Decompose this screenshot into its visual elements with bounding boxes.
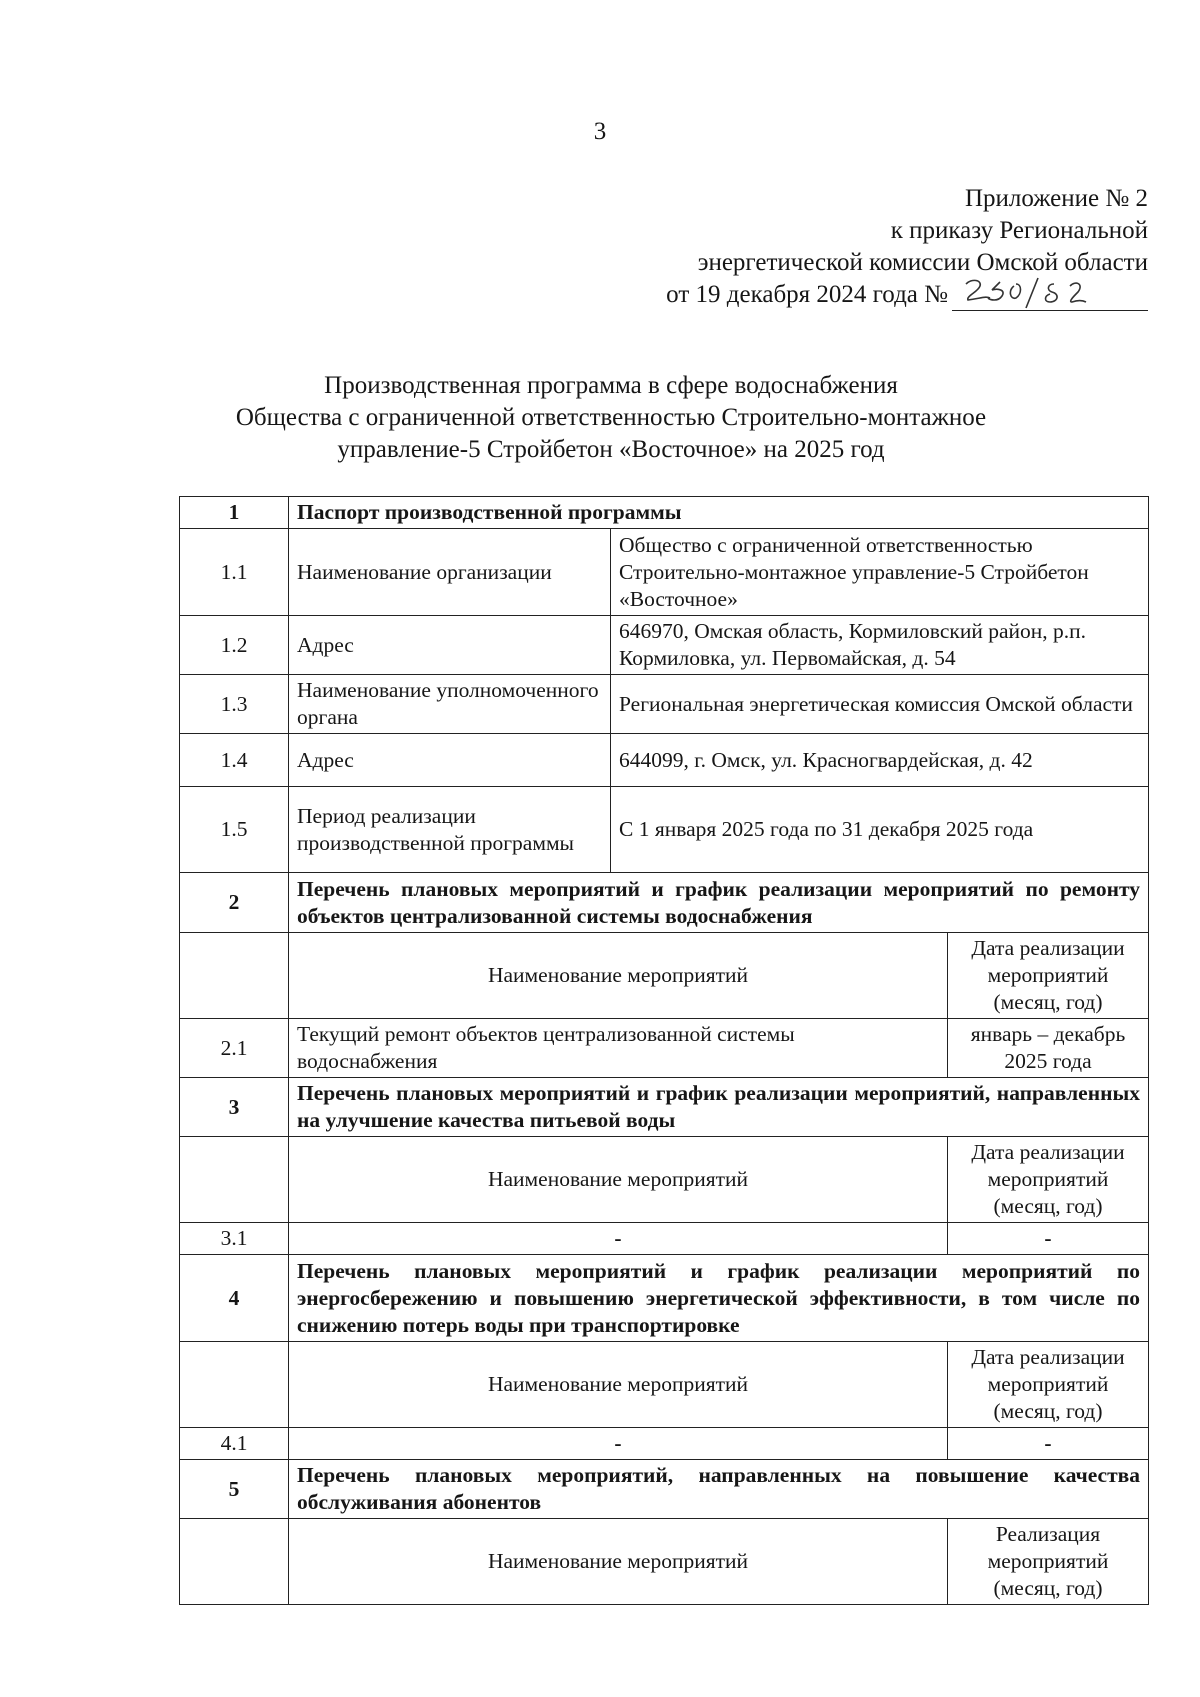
section-2-header [180,873,1149,933]
row-number: 1.4 [180,734,289,787]
column-header-date: Реализация мероприятий (месяц, год) [948,1519,1149,1605]
section-3-header [180,1078,1149,1137]
row-value: 646970, Омская область, Кормиловский район, р.п. Кормиловка, ул. Первомайская, д. 54 [611,616,1149,675]
column-header-name: Наименование мероприятий [289,933,948,1019]
row-date: январь – декабрь 2025 года [948,1019,1149,1078]
row-label: Период реализации производственной программы [289,787,611,873]
section-title: Перечень плановых мероприятий и график реализации мероприятий, направленных на улучшение качества питьевой воды [289,1078,1149,1137]
row-value: С 1 января 2025 года по 31 декабря 2025 года [611,787,1149,873]
row-date: - [948,1428,1149,1460]
row-number: 1.5 [180,787,289,873]
row-number: 2.1 [180,1019,289,1078]
handwritten-number-icon [952,274,1148,310]
row-number: 1.1 [180,529,289,616]
row-name: Текущий ремонт объектов централизованной системы водоснабжения [289,1019,948,1078]
row-name: - [289,1428,948,1460]
table-row [180,1019,1149,1078]
appendix-line-1: Приложение № 2 [964,185,1148,212]
empty-cell [180,1342,289,1428]
title-line-2: Общества с ограниченной ответственностью Строительно-монтажное [235,404,987,431]
title-line-1: Производственная программа в сфере водоснабжения [324,372,898,399]
section-5-header [180,1460,1149,1519]
table-row [180,529,1149,616]
section-title: Перечень плановых мероприятий и график реализации мероприятий по энергосбережению и повышению энергетической эффективности, в том числе по снижению потерь воды при транспортировке [289,1255,1149,1342]
table-row [180,1428,1149,1460]
table-row [180,787,1149,873]
row-label: Наименование организации [289,529,611,616]
section-number: 5 [180,1460,289,1519]
order-number-handwritten [952,280,1148,311]
section-title: Паспорт производственной программы [289,497,1149,529]
column-header-name: Наименование мероприятий [289,1342,948,1428]
section-title: Перечень плановых мероприятий, направленных на повышение качества обслуживания абонентов [289,1460,1149,1519]
document-title [0,370,1200,466]
table-row [180,1223,1149,1255]
row-number: 3.1 [180,1223,289,1255]
section-4-header [180,1255,1149,1342]
empty-cell [180,933,289,1019]
empty-cell [180,1519,289,1605]
table-row [180,616,1149,675]
table-row [180,675,1149,734]
table-row [180,734,1149,787]
page-number: 3 [593,118,607,145]
section-number: 1 [180,497,289,529]
row-label: Адрес [289,734,611,787]
column-header-date: Дата реализации мероприятий (месяц, год) [948,933,1149,1019]
row-number: 1.3 [180,675,289,734]
section-title: Перечень плановых мероприятий и график реализации мероприятий по ремонту объектов централизованной системы водоснабжения [289,873,1149,933]
appendix-line-2: к приказу Региональной [890,217,1148,244]
appendix-line-3: энергетической комиссии Омской области [697,249,1148,276]
appendix-header [666,183,1148,311]
production-program-table [179,496,1149,1605]
section-number: 2 [180,873,289,933]
column-header-date: Дата реализации мероприятий (месяц, год) [948,1342,1149,1428]
row-label: Наименование уполномоченного органа [289,675,611,734]
empty-cell [180,1137,289,1223]
column-header-date: Дата реализации мероприятий (месяц, год) [948,1137,1149,1223]
title-line-3: управление-5 Стройбетон «Восточное» на 2025 год [337,436,885,463]
column-header-row [180,1519,1149,1605]
column-header-name: Наименование мероприятий [289,1519,948,1605]
row-label: Адрес [289,616,611,675]
row-value: Общество с ограниченной ответственностью Строительно-монтажное управление-5 Стройбетон «Восточное» [611,529,1149,616]
row-value: Региональная энергетическая комиссия Омской области [611,675,1149,734]
section-1-header [180,497,1149,529]
column-header-row [180,1137,1149,1223]
row-number: 4.1 [180,1428,289,1460]
section-number: 4 [180,1255,289,1342]
column-header-name: Наименование мероприятий [289,1137,948,1223]
column-header-row [180,1342,1149,1428]
row-name: - [289,1223,948,1255]
column-header-row [180,933,1149,1019]
section-number: 3 [180,1078,289,1137]
appendix-line-4 [666,279,1148,311]
row-number: 1.2 [180,616,289,675]
row-date: - [948,1223,1149,1255]
row-value: 644099, г. Омск, ул. Красногвардейская, д. 42 [611,734,1149,787]
appendix-date: от 19 декабря 2024 года № [666,281,948,308]
